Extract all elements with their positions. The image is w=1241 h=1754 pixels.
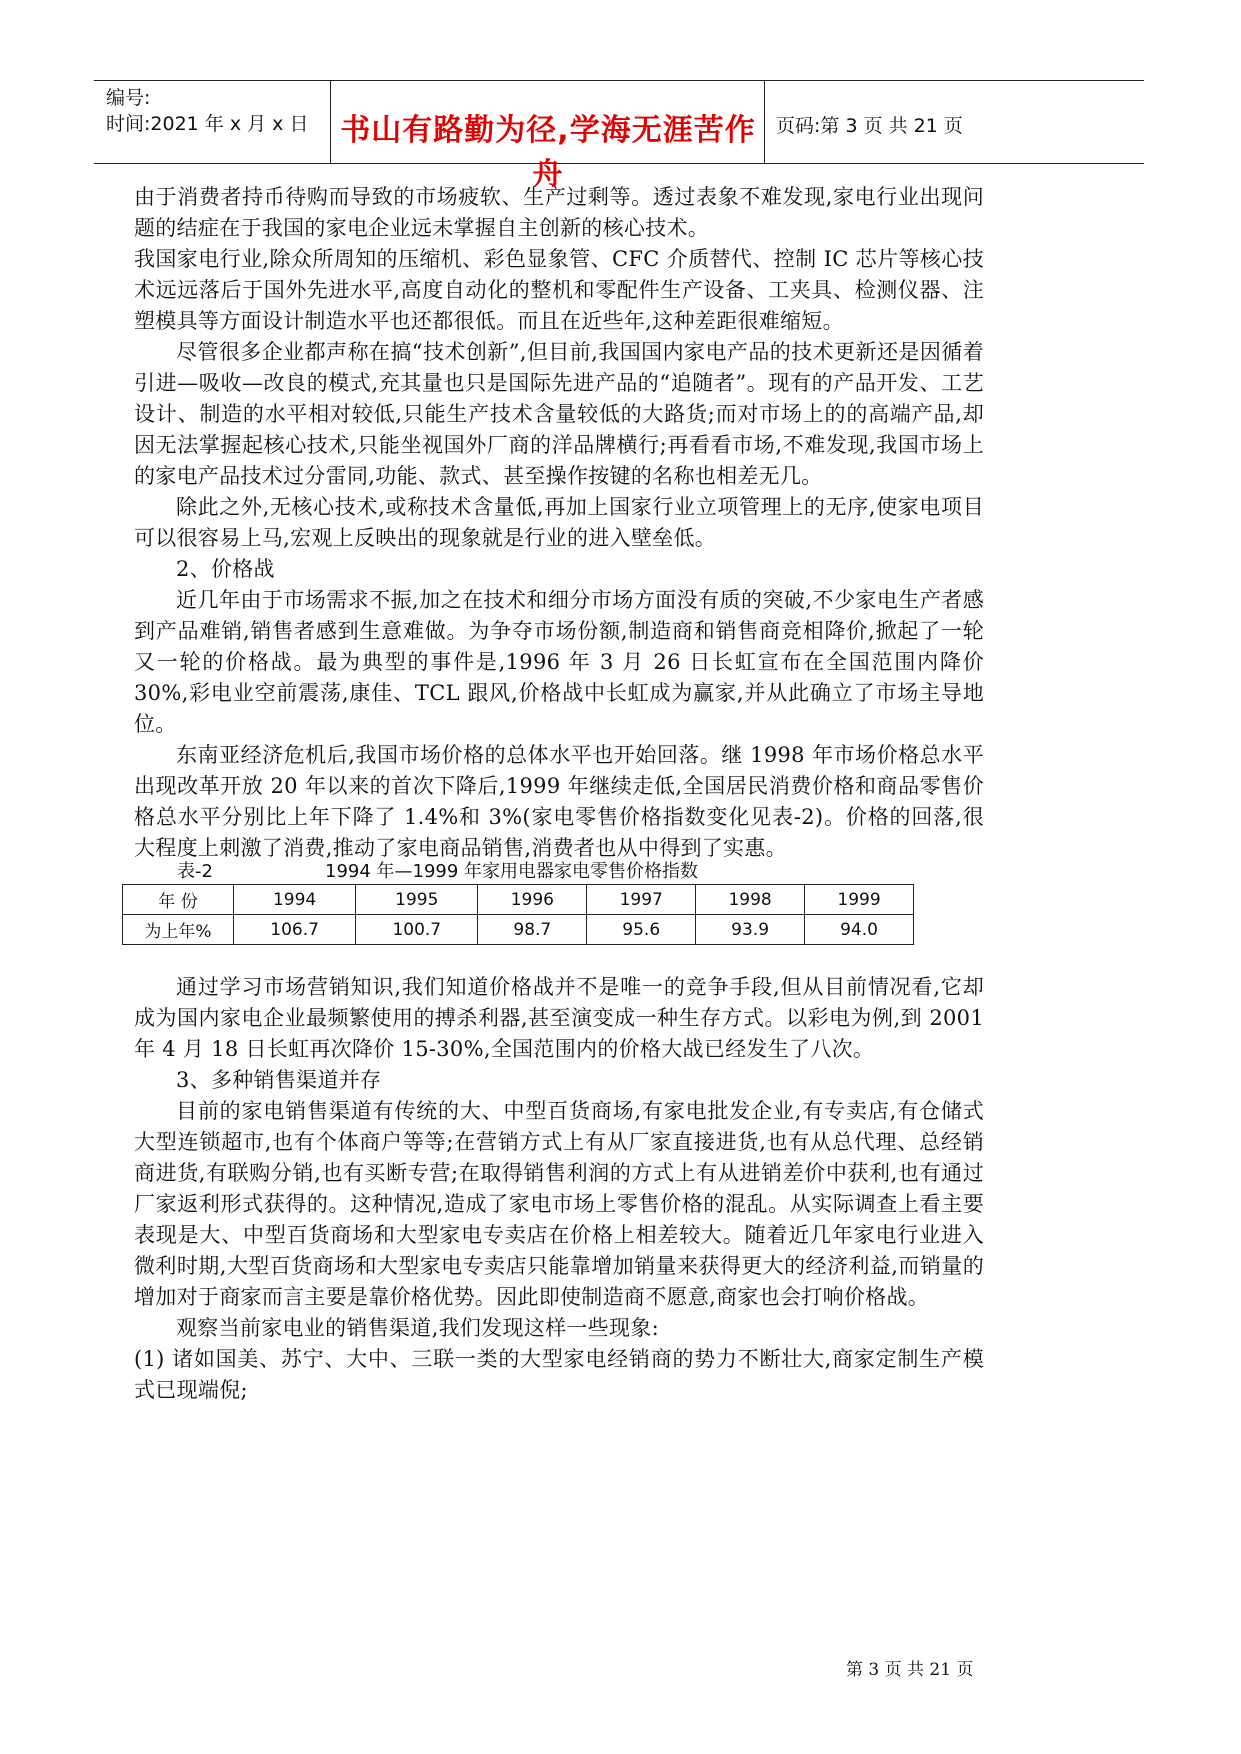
table-cell: 106.7: [234, 915, 356, 945]
header-number-label: 编号:: [106, 87, 151, 109]
paragraph: 目前的家电销售渠道有传统的大、中型百货商场,有家电批发企业,有专卖店,有仓储式大型连锁超市,也有个体商户等等;在营销方式上有从厂家直接进货,也有从总代理、总经销商进货,有联购分销,也有买断专营;在取得销售利润的方式上有从进销差价中获利,也有通过厂家返利形式获得的。这种情况,造成了家电市场上零售价格的混乱。从实际调查上看主要表现是大、中型百货商场和大型家电专卖店在价格上相差较大。随着近几年家电行业进入微利时期,大型百货商场和大型家电专卖店只能靠增加销量来获得更大的经济利益,而销量的增加对于商家而言主要是靠价格优势。因此即使制造商不愿意,商家也会打响价格战。: [134, 1099, 984, 1309]
header-meta: [106, 85, 336, 137]
table-cell: 100.7: [356, 915, 478, 945]
price-index-table: [122, 884, 914, 945]
paragraph: 东南亚经济危机后,我国市场价格的总体水平也开始回落。继 1998 年市场价格总水平出现改革开放 20 年以来的首次下降后,1999 年继续走低,全国居民消费价格和商品零售价格总水平分别比上年下降了 1.4%和 3%(家电零售价格指数变化见表-2)。价格的回落,很大程度上刺激了消费,推动了家电商品销售,消费者也从中得到了实惠。: [134, 743, 984, 860]
section-heading: 3、多种销售渠道并存: [176, 1068, 382, 1092]
table-cell: 1995: [356, 885, 478, 915]
paragraph: 我国家电行业,除众所周知的压缩机、彩色显象管、CFC 介质替代、控制 IC 芯片等核心技术远远落后于国外先进水平,高度自动化的整机和零配件生产设备、工夹具、检测仪器、注塑模具等方面设计制造水平也还都很低。而且在近些年,这种差距很难缩短。: [134, 247, 984, 333]
table-row: [123, 915, 914, 945]
list-item: (1) 诸如国美、苏宁、大中、三联一类的大型家电经销商的势力不断壮大,商家定制生产模式已现端倪;: [134, 1347, 984, 1402]
table-row: [123, 885, 914, 915]
table-cell: 1996: [478, 885, 587, 915]
header-time-label: 时间:2021 年 x 月 x 日: [106, 113, 309, 135]
table-row-header: 年 份: [123, 885, 234, 915]
table-cell: 93.9: [696, 915, 805, 945]
body-text-bottom: [134, 972, 984, 1406]
paragraph: 由于消费者持币待购而导致的市场疲软、生产过剩等。透过表象不难发现,家电行业出现问题的结症在于我国的家电企业远未掌握自主创新的核心技术。: [134, 185, 984, 240]
paragraph: 尽管很多企业都声称在搞“技术创新”,但目前,我国国内家电产品的技术更新还是因循着引进—吸收—改良的模式,充其量也只是国际先进产品的“追随者”。现有的产品开发、工艺设计、制造的水平相对较低,只能生产技术含量较低的大路货;而对市场上的的高端产品,却因无法掌握起核心技术,只能坐视国外厂商的洋品牌横行;再看看市场,不难发现,我国市场上的家电产品技术过分雷同,功能、款式、甚至操作按键的名称也相差无几。: [134, 340, 984, 488]
paragraph: 观察当前家电业的销售渠道,我们发现这样一些现象:: [176, 1316, 659, 1340]
table-cell: 1998: [696, 885, 805, 915]
section-heading: 2、价格战: [176, 557, 275, 581]
table-cell: 98.7: [478, 915, 587, 945]
paragraph: 除此之外,无核心技术,或称技术含量低,再加上国家行业立项管理上的无序,使家电项目可以很容易上马,宏观上反映出的现象就是行业的进入壁垒低。: [134, 495, 984, 550]
header-divider-right: [764, 81, 765, 163]
table-cell: 1994: [234, 885, 356, 915]
paragraph: 通过学习市场营销知识,我们知道价格战并不是唯一的竞争手段,但从目前情况看,它却成为国内家电企业最频繁使用的搏杀利器,甚至演变成一种生存方式。以彩电为例,到 2001 年 4 月 18 日长虹再次降价 15-30%,全国范围内的价格大战已经发生了八次。: [134, 975, 984, 1061]
table-cell: 94.0: [805, 915, 914, 945]
header-divider-left: [330, 81, 331, 163]
page-header: [94, 80, 1144, 192]
table-title: 1994 年—1999 年家用电器家电零售价格指数: [325, 861, 699, 882]
table-row-header: 为上年%: [123, 915, 234, 945]
page-footer: 第 3 页 共 21 页: [846, 1660, 974, 1680]
body-text-top: [134, 182, 984, 864]
table-cell: 1999: [805, 885, 914, 915]
paragraph: 近几年由于市场需求不振,加之在技术和细分市场方面没有质的突破,不少家电生产者感到产品难销,销售者感到生意难做。为争夺市场份额,制造商和销售商竞相降价,掀起了一轮又一轮的价格战。最为典型的事件是,1996 年 3 月 26 日长虹宣布在全国范围内降价 30%,彩电业空前震荡,康佳、TCL 跟风,价格战中长虹成为赢家,并从此确立了市场主导地位。: [134, 588, 984, 736]
table-cell: 95.6: [587, 915, 696, 945]
table-cell: 1997: [587, 885, 696, 915]
table-label: 表-2: [177, 861, 213, 882]
header-motto: 书山有路勤为径,学海无涯苦作舟: [340, 113, 756, 192]
header-page-label: 页码:第 3 页 共 21 页: [776, 115, 963, 137]
